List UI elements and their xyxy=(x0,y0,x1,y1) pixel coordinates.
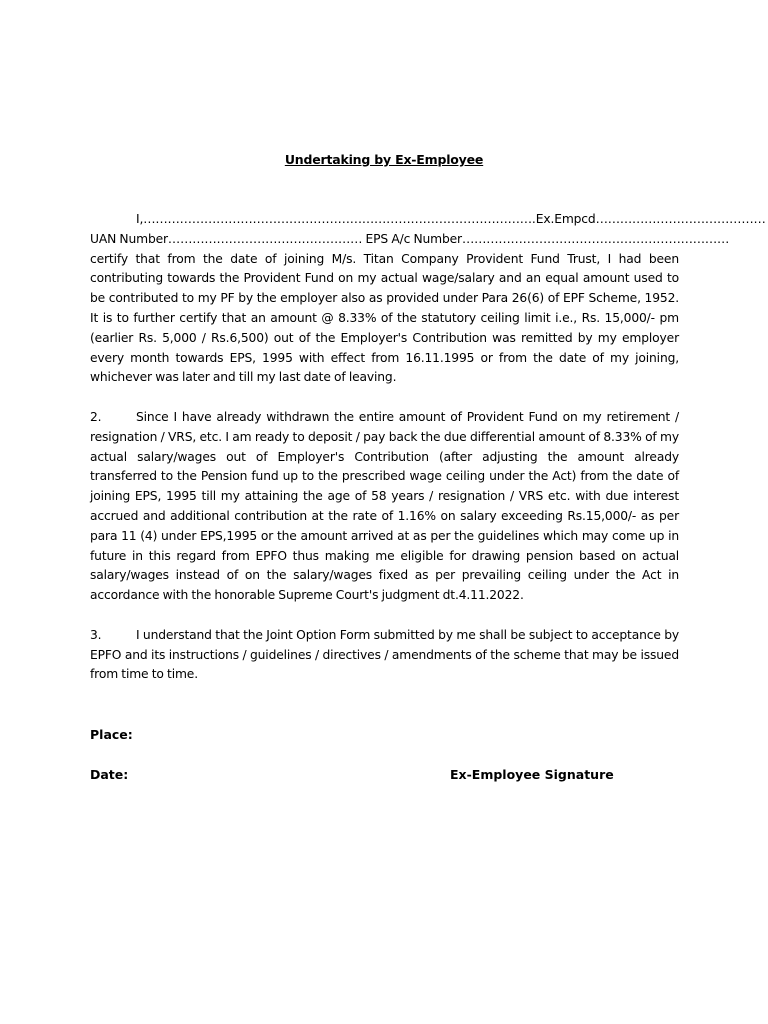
paragraph-1 xyxy=(90,210,766,388)
paragraph-2-text: Since I have already withdrawn the entire amount of Provident Fund on my retirement / resignation / VRS, etc. I am ready to deposit / pay back the due differential amount of 8.33% of my actual salary/wages out of Employer's Contribution (after adjusting the amount already transferred to the Pension fund up to the prescribed wage ceiling under the Act) from the date of joining EPS, 1995 till my attaining the age of 58 years / resignation / VRS etc. with due interest accrued and additional contribution at the rate of 1.16% on salary exceeding Rs.15,000/- as per para 11 (4) under EPS,1995 or the amount arrived at as per the guidelines which may come up in future in this regard from EPFO thus making me eligible for drawing pension based on actual salary/wages instead of on the salary/wages fixed as per prevailing ceiling under the Act in accordance with the honorable Supreme Court's judgment dt.4.11.2022. xyxy=(90,409,679,603)
uan-eps-line: UAN Number………………………………………… EPS A/c Number………………………………………………………… xyxy=(90,231,730,246)
signature-label: Ex-Employee Signature xyxy=(450,767,614,782)
paragraph-3-number: 3. xyxy=(90,627,102,642)
date-label: Date: xyxy=(90,767,129,782)
paragraph-1-text: certify that from the date of joining M/s. Titan Company Provident Fund Trust, I had been contributing towards the Provident Fund on my actual wage/salary and an equal amount used to be contributed to my PF by the employer also as provided under Para 26(6) of EPF Scheme, 1952. It is to further certify that an amount @ 8.33% of the statutory ceiling limit i.e., Rs. 15,000/- pm (earlier Rs. 5,000 / Rs.6,500) out of the Employer's Contribution was remitted by my employer every month towards EPS, 1995 with effect from 16.11.1995 or from the date of my joining, whichever was later and till my last date of leaving. xyxy=(90,251,679,385)
paragraph-2 xyxy=(90,408,679,606)
paragraph-3 xyxy=(90,626,679,685)
place-label: Place: xyxy=(90,727,133,742)
document-title: Undertaking by Ex-Employee xyxy=(284,152,484,167)
paragraph-3-text: I understand that the Joint Option Form submitted by me shall be subject to acceptance by EPFO and its instructions / guidelines / directives / amendments of the scheme that may be issued from time to time. xyxy=(90,627,679,682)
paragraph-2-number: 2. xyxy=(90,409,102,424)
document-body xyxy=(90,210,766,685)
name-empcode-line: I,…………………………………………………………………………………….Ex.Empcd…………………………………… xyxy=(136,212,766,226)
